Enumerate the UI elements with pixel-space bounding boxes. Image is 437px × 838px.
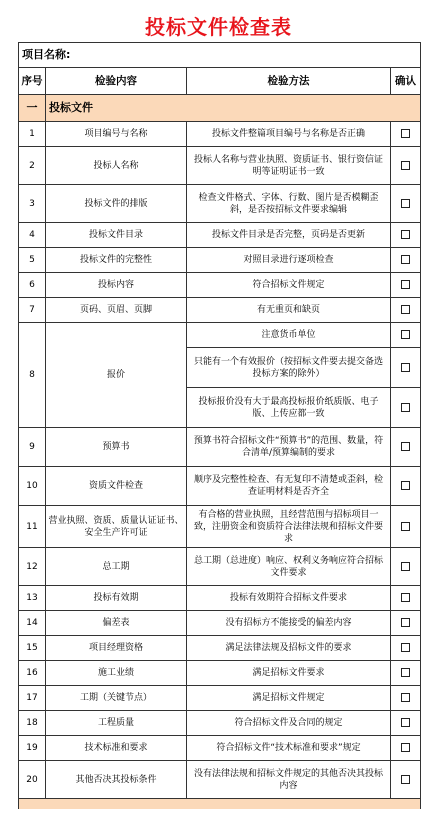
confirm-checkbox[interactable] <box>401 161 410 170</box>
confirm-checkbox[interactable] <box>401 522 410 531</box>
confirm-checkbox[interactable] <box>401 481 410 490</box>
row-number: 19 <box>19 736 46 761</box>
table-row <box>19 298 421 323</box>
confirm-checkbox[interactable] <box>401 363 410 372</box>
check-content: 项目经理资格 <box>46 636 187 661</box>
row-number: 7 <box>19 298 46 323</box>
confirm-checkbox[interactable] <box>401 199 410 208</box>
table-row <box>19 185 421 223</box>
row-number: 4 <box>19 223 46 248</box>
confirm-cell <box>391 586 421 611</box>
confirm-cell <box>391 185 421 223</box>
confirm-checkbox[interactable] <box>401 618 410 627</box>
confirm-cell <box>391 248 421 273</box>
check-method: 投标有效期符合招标文件要求 <box>187 586 391 611</box>
row-number: 2 <box>19 147 46 185</box>
check-method: 符合招标文件规定 <box>187 273 391 298</box>
row-number: 11 <box>19 506 46 548</box>
check-method: 有无重页和缺页 <box>187 298 391 323</box>
confirm-checkbox[interactable] <box>401 403 410 412</box>
check-method: 有合格的营业执照，且经营范围与招标项目一致，注册资金和资质符合法律法规和招标文件要求 <box>187 506 391 548</box>
confirm-cell <box>391 147 421 185</box>
confirm-cell <box>391 122 421 147</box>
check-content: 投标文件目录 <box>46 223 187 248</box>
table-row <box>19 223 421 248</box>
row-number: 6 <box>19 273 46 298</box>
row-number: 16 <box>19 661 46 686</box>
table-row <box>19 122 421 147</box>
check-content: 投标人名称 <box>46 147 187 185</box>
header-confirm: 确认 <box>391 68 421 95</box>
row-number: 13 <box>19 586 46 611</box>
check-content: 投标文件的完整性 <box>46 248 187 273</box>
confirm-cell <box>391 686 421 711</box>
check-method: 符合招标文件及合同的规定 <box>187 711 391 736</box>
table-row <box>19 661 421 686</box>
check-content: 投标内容 <box>46 273 187 298</box>
confirm-checkbox[interactable] <box>401 562 410 571</box>
checklist-table <box>18 42 421 809</box>
section-title: 投标文件 <box>46 95 421 122</box>
row-number: 20 <box>19 761 46 799</box>
row-number: 9 <box>19 428 46 467</box>
check-content: 工程质量 <box>46 711 187 736</box>
check-method: 投标人名称与营业执照、资质证书、银行资信证明等证明证书一致 <box>187 147 391 185</box>
check-content: 投标文件的排版 <box>46 185 187 223</box>
row-number: 3 <box>19 185 46 223</box>
check-content: 页码、页眉、页脚 <box>46 298 187 323</box>
table-row <box>19 428 421 467</box>
section-number: 一 <box>19 95 46 122</box>
row-number: 18 <box>19 711 46 736</box>
check-method: 检查文件格式、字体、行数、图片是否模糊歪斜，是否按招标文件要求编辑 <box>187 185 391 223</box>
check-content: 报价 <box>46 323 187 428</box>
confirm-cell <box>391 273 421 298</box>
check-method: 只能有一个有效报价（按招标文件要去提交备选投标方案的除外） <box>187 348 391 388</box>
check-method: 投标报价没有大于最高投标报价纸质版、电子版、上传应都一致 <box>187 388 391 428</box>
table-row <box>19 506 421 548</box>
row-number: 15 <box>19 636 46 661</box>
check-method: 总工期（总进度）响应、权利义务响应符合招标文件要求 <box>187 548 391 586</box>
check-content: 其他否决其投标条件 <box>46 761 187 799</box>
confirm-checkbox[interactable] <box>401 305 410 314</box>
row-number: 14 <box>19 611 46 636</box>
table-row <box>19 248 421 273</box>
confirm-cell <box>391 298 421 323</box>
row-number: 8 <box>19 323 46 428</box>
confirm-checkbox[interactable] <box>401 593 410 602</box>
table-row <box>19 736 421 761</box>
confirm-checkbox[interactable] <box>401 718 410 727</box>
table-row <box>19 586 421 611</box>
check-method: 投标文件整篇项目编号与名称是否正确 <box>187 122 391 147</box>
confirm-checkbox[interactable] <box>401 668 410 677</box>
page-title: 投标文件检查表 <box>145 15 292 39</box>
confirm-cell <box>391 736 421 761</box>
check-content: 预算书 <box>46 428 187 467</box>
table-row <box>19 686 421 711</box>
project-name-label: 项目名称: <box>19 43 421 68</box>
check-method: 顺序及完整性检查、有无复印不清楚或歪斜，检查证明材料是否齐全 <box>187 467 391 506</box>
check-method: 预算书符合招标文件“预算书”的范围、数量，符合清单/预算编制的要求 <box>187 428 391 467</box>
check-content: 营业执照、资质、质量认证证书、安全生产许可证 <box>46 506 187 548</box>
confirm-checkbox[interactable] <box>401 129 410 138</box>
confirm-checkbox[interactable] <box>401 255 410 264</box>
check-method: 注意货币单位 <box>187 323 391 348</box>
confirm-cell <box>391 636 421 661</box>
row-number: 10 <box>19 467 46 506</box>
confirm-cell <box>391 467 421 506</box>
confirm-cell <box>391 348 421 388</box>
check-method: 投标文件目录是否完整，页码是否更新 <box>187 223 391 248</box>
next-section-cell <box>19 799 421 810</box>
confirm-cell <box>391 548 421 586</box>
row-number: 17 <box>19 686 46 711</box>
confirm-cell <box>391 711 421 736</box>
confirm-checkbox[interactable] <box>401 230 410 239</box>
check-content: 施工业绩 <box>46 661 187 686</box>
check-content: 投标有效期 <box>46 586 187 611</box>
header-content: 检验内容 <box>46 68 187 95</box>
table-row <box>19 273 421 298</box>
check-content: 工期（关键节点） <box>46 686 187 711</box>
confirm-cell <box>391 761 421 799</box>
confirm-cell <box>391 506 421 548</box>
check-method: 对照目录进行逐项检查 <box>187 248 391 273</box>
table-row <box>19 711 421 736</box>
check-method: 满足法律法规及招标文件的要求 <box>187 636 391 661</box>
confirm-checkbox[interactable] <box>401 693 410 702</box>
confirm-checkbox[interactable] <box>401 775 410 784</box>
confirm-cell <box>391 388 421 428</box>
confirm-cell <box>391 611 421 636</box>
table-row <box>19 761 421 799</box>
check-content: 资质文件检查 <box>46 467 187 506</box>
row-number: 12 <box>19 548 46 586</box>
confirm-checkbox[interactable] <box>401 743 410 752</box>
table-row <box>19 611 421 636</box>
check-content: 技术标准和要求 <box>46 736 187 761</box>
confirm-checkbox[interactable] <box>401 330 410 339</box>
check-content: 总工期 <box>46 548 187 586</box>
confirm-cell <box>391 223 421 248</box>
check-content: 偏差表 <box>46 611 187 636</box>
check-content: 项目编号与名称 <box>46 122 187 147</box>
confirm-checkbox[interactable] <box>401 280 410 289</box>
header-no: 序号 <box>19 68 46 95</box>
check-method: 满足招标文件规定 <box>187 686 391 711</box>
check-method: 没有法律法规和招标文件规定的其他否决其投标内容 <box>187 761 391 799</box>
row-number: 1 <box>19 122 46 147</box>
table-row <box>19 323 421 348</box>
check-method: 符合招标文件“技术标准和要求”规定 <box>187 736 391 761</box>
check-method: 没有招标方不能接受的偏差内容 <box>187 611 391 636</box>
confirm-checkbox[interactable] <box>401 442 410 451</box>
header-method: 检验方法 <box>187 68 391 95</box>
confirm-cell <box>391 428 421 467</box>
confirm-cell <box>391 323 421 348</box>
next-section-row <box>19 799 421 810</box>
confirm-cell <box>391 661 421 686</box>
table-row <box>19 147 421 185</box>
row-number: 5 <box>19 248 46 273</box>
table-row <box>19 467 421 506</box>
confirm-checkbox[interactable] <box>401 643 410 652</box>
check-method: 满足招标文件要求 <box>187 661 391 686</box>
table-row <box>19 636 421 661</box>
table-row <box>19 548 421 586</box>
